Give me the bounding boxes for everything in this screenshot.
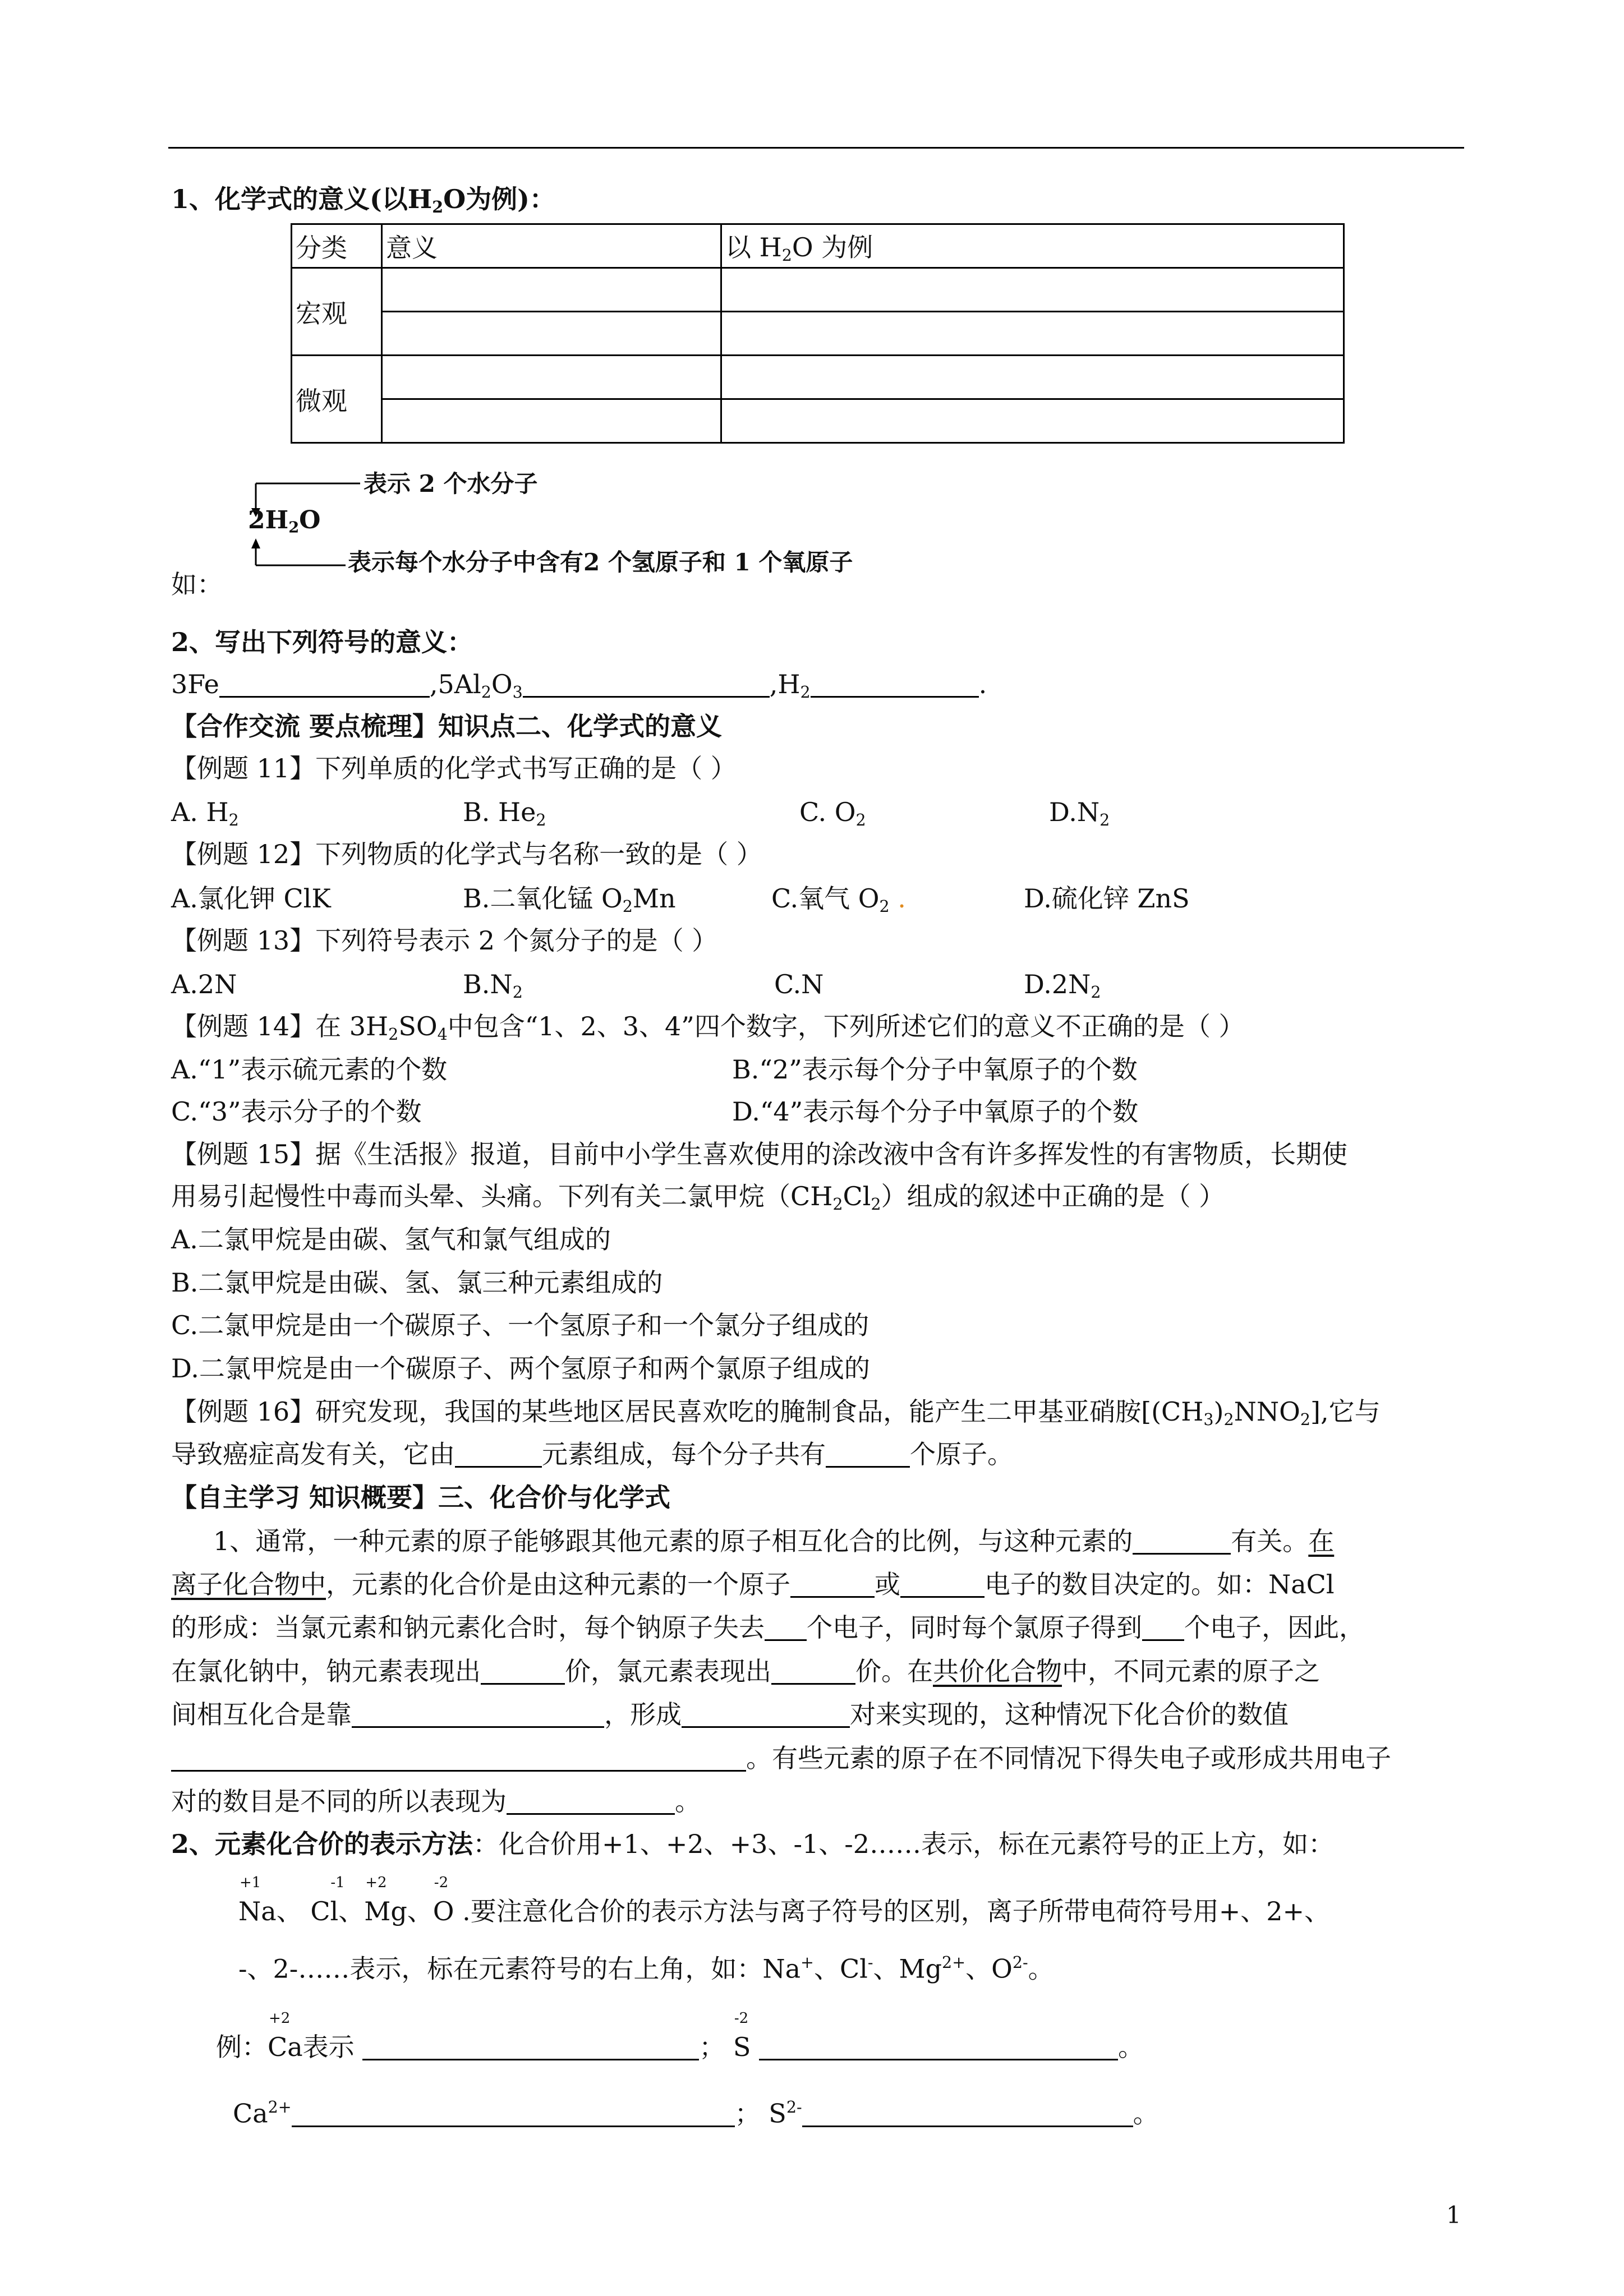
- answer-blank[interactable]: [507, 1788, 675, 1815]
- table-header-category: 分类: [292, 224, 382, 268]
- valence-s: -2 S: [733, 2010, 751, 2062]
- valence-cl: -1 Cl: [310, 1874, 345, 1926]
- answer-blank[interactable]: [900, 1571, 984, 1598]
- q11-options: A. $H_2$ B. $He_2$ C. $O_2$ $D.N_2$: [171, 797, 1110, 829]
- exercise-line1: 例： +2 Ca表示 ； -2 S 。: [216, 2030, 1144, 2064]
- up-arrow-icon: [251, 538, 260, 548]
- diagram-label-top: 表示 2 个水分子: [364, 470, 538, 497]
- header-rule: [168, 147, 1464, 149]
- para1-line7: 对的数目是不同的所以表现为 。: [171, 1786, 701, 1816]
- table-row-macro-label: 宏观: [292, 268, 382, 356]
- table-row: [292, 399, 1344, 443]
- table-row-micro-label: 微观: [292, 356, 382, 443]
- table-header-example: 以 $H_2O$ 为例: [721, 224, 1344, 268]
- q14-options-ab: A.“1”表示硫元素的个数 B.“2”表示每个分子中氧原子的个数: [171, 1054, 1138, 1085]
- answer-blank[interactable]: [765, 1615, 807, 1641]
- para1-line5: 间相互化合是靠 ，形成 对来实现的，这种情况下化合价的数值: [171, 1699, 1289, 1730]
- q13-options: A.2N $B.N_2$ C.N $D.2N_2$: [171, 969, 1101, 1002]
- q15-option-d: D.二氯甲烷是由一个碳原子、两个氢原子和两个氯原子组成的: [171, 1353, 870, 1384]
- symbol-meaning-line: 3Fe $,5Al_2O_3$ $,H_2$ .: [171, 669, 987, 702]
- meaning-table: [291, 223, 1345, 444]
- table-header-row: [292, 224, 1344, 268]
- q12-options: A.氯化钾 ClK B.二氧化锰 $O_2Mn$ C.氧气 $O_2$ . D.硫化锌 ZnS: [171, 883, 1190, 916]
- answer-blank[interactable]: [682, 1702, 850, 1728]
- answer-blank[interactable]: [771, 1658, 855, 1685]
- table-cell: [382, 312, 721, 356]
- table-cell: [382, 268, 721, 312]
- table-row: [292, 268, 1344, 312]
- section-3-heading: 【自主学习 知识概要】三、化合价与化学式: [171, 1482, 671, 1513]
- answer-blank[interactable]: [352, 1702, 604, 1728]
- exercise-line2: $Ca^{2+}$ ； $S^{2-}$ 。: [233, 2098, 1159, 2129]
- q11-stem: 【例题 11】下列单质的化学式书写正确的是（ ）: [171, 753, 737, 783]
- answer-blank[interactable]: [802, 2101, 1133, 2127]
- q16-stem-line1: 【例题 16】研究发现，我国的某些地区居民喜欢吃的腌制食品，能产生二甲基亚硝胺$[(CH_3)_2NNO_2]$,它与: [171, 1396, 1381, 1429]
- table-cell: [382, 399, 721, 443]
- para1-line2: 离子化合物中，元素的化合价是由这种元素的一个原子 或 电子的数目决定的。如：NaCl: [171, 1569, 1335, 1599]
- q15-stem-line1: 【例题 15】据《生活报》报道，目前中小学生喜欢使用的涂改液中含有许多挥发性的有害物质，长期使: [171, 1139, 1348, 1169]
- para1-line3: 的形成：当氯元素和钠元素化合时，每个钠原子失去 个电子，同时每个氯原子得到 个电子，因此，: [171, 1612, 1365, 1643]
- q16-stem-line2: 导致癌症高发有关，它由 元素组成，每个分子共有 个原子。: [171, 1439, 1013, 1469]
- answer-blank[interactable]: [1142, 1615, 1184, 1641]
- answer-blank[interactable]: [790, 1571, 875, 1598]
- q15-option-b: B.二氯甲烷是由碳、氢、氯三种元素组成的: [171, 1267, 663, 1298]
- q12-stem: 【例题 12】下列物质的化学式与名称一致的是（ ）: [171, 839, 762, 869]
- q15-option-a: A.二氯甲烷是由碳、氢气和氯气组成的: [171, 1224, 611, 1255]
- answer-blank[interactable]: [292, 2101, 735, 2127]
- table-row: [292, 312, 1344, 356]
- valence-mg: +2 Mg: [364, 1874, 407, 1926]
- para1-line6: 。有些元素的原子在不同情况下得失电子或形成共用电子: [171, 1741, 1391, 1775]
- table-cell: [721, 312, 1344, 356]
- answer-blank[interactable]: [826, 1441, 910, 1468]
- q15-stem-line2: 用易引起慢性中毒而头晕、头痛。下列有关二氯甲烷$(CH_2Cl_2)$组成的叙述中正确的是（ ）: [171, 1181, 1225, 1214]
- q14-stem: 【例题 14】在 $3H_2SO_4$中包含“1、2、3、4”四个数字，下列所述它们的意义不正确的是（ ）: [171, 1011, 1245, 1044]
- answer-blank[interactable]: [523, 671, 770, 698]
- para1-line4: 在氯化钠中，钠元素表现出 价，氯元素表现出 价。在共价化合物中，不同元素的原子之: [171, 1656, 1320, 1686]
- table-cell: [721, 356, 1344, 399]
- table-header-meaning: 意义: [382, 224, 721, 268]
- answer-blank[interactable]: [759, 2034, 1118, 2060]
- valence-o: -2 O: [433, 1874, 454, 1926]
- knowledge-point-2-heading: 【合作交流 要点梳理】知识点二、化学式的意义: [171, 711, 723, 741]
- answer-blank[interactable]: [362, 2034, 699, 2060]
- para2-line1: 2、元素化合价的表示方法：化合价用+1、+2、+3、-1、-2……表示，标在元素符号的正上方，如：: [171, 1829, 1335, 1859]
- table-cell: [721, 268, 1344, 312]
- answer-blank[interactable]: [455, 1441, 542, 1468]
- page-number: 1: [1446, 2201, 1461, 2229]
- table-row: [292, 356, 1344, 399]
- diagram-formula: $2H_2O$: [248, 506, 321, 537]
- valence-na: +1 Na: [238, 1874, 277, 1926]
- table-cell: [382, 356, 721, 399]
- valence-ca: +2 Ca: [268, 2010, 303, 2062]
- answer-blank[interactable]: [1133, 1528, 1231, 1555]
- valence-examples: +1 Na、 -1 Cl、 +2 Mg、 -2 O .要注意化合价的表示方法与离子符号的区别，离子所带电荷符号用+、2+、: [238, 1894, 1330, 1928]
- section-2-title: 2、写出下列符号的意义：: [171, 627, 473, 657]
- answer-blank[interactable]: [481, 1658, 565, 1685]
- table-cell: [721, 399, 1344, 443]
- q15-option-c: C.二氯甲烷是由一个碳原子、一个氢原子和一个氯分子组成的: [171, 1310, 869, 1340]
- answer-blank[interactable]: [811, 671, 979, 698]
- q13-stem: 【例题 13】下列符号表示 2 个氮分子的是（ ）: [171, 925, 718, 956]
- ion-examples: -、2-……表示，标在元素符号的右上角，如：Na+、Cl-、$Mg^{2+}$、$O^{2-}$。: [238, 1953, 1054, 1984]
- para1-line1: 1、通常，一种元素的原子能够跟其他元素的原子相互化合的比例，与这种元素的 有关。在: [213, 1526, 1335, 1556]
- q14-options-cd: C.“3”表示分子的个数 D.“4”表示每个分子中氧原子的个数: [171, 1096, 1139, 1127]
- h2o-diagram: [213, 465, 942, 583]
- diagram-label-bottom: 表示每个水分子中含有2 个氢原子和 1 个氧原子: [348, 548, 853, 576]
- answer-blank[interactable]: [219, 671, 430, 698]
- example-prefix: 如：: [171, 569, 223, 600]
- answer-blank[interactable]: [171, 1745, 746, 1772]
- section-1-title: 1、化学式的意义(以$H_2O$为例)：: [171, 184, 555, 216]
